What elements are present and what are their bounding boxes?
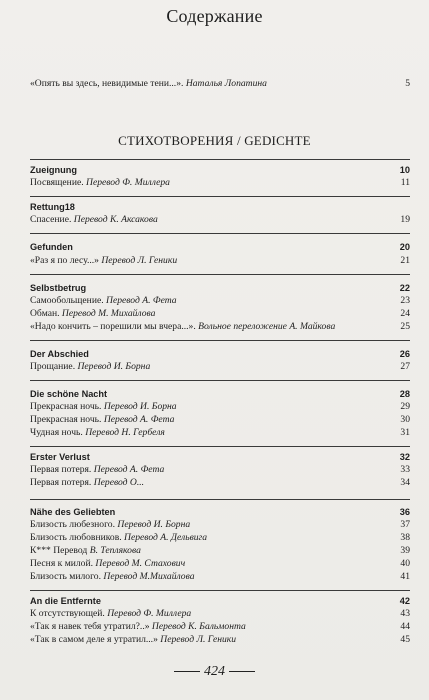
entry-translator: Перевод Л. Геники — [101, 255, 178, 266]
entry-page: 30 — [400, 414, 410, 425]
entry-translator: Перевод И. Борна — [103, 401, 177, 412]
entry-page: 39 — [400, 545, 410, 556]
entry-translator: Перевод М.Михайлова — [103, 571, 195, 582]
entry-page: 24 — [400, 308, 410, 319]
poem-original-title — [30, 348, 410, 360]
translation-entry — [30, 464, 410, 476]
entry-title: Selbstbetrug — [30, 283, 87, 293]
entry-title: Прекрасная ночь. — [30, 401, 102, 412]
translation-entry — [30, 519, 410, 531]
entry-title: Прощание. — [30, 361, 76, 372]
group-divider — [30, 590, 410, 591]
translation-entry — [30, 308, 410, 320]
entry-translator: Перевод А. Фета — [106, 295, 177, 306]
entry-translator: Перевод Л. Геники — [160, 634, 237, 645]
entry-title: Близость любезного. — [30, 519, 115, 530]
entry-page: 32 — [399, 452, 410, 462]
entry-title: Самообольщение. — [30, 295, 104, 306]
entry-page: 38 — [400, 532, 410, 543]
entry-page: 42 — [399, 596, 410, 606]
translation-entry — [30, 477, 410, 489]
entry-page: 34 — [400, 477, 410, 488]
entry-title: Спасение. — [30, 214, 72, 225]
entry-translator: Перевод К. Бальмонта — [151, 621, 246, 632]
entry-title: Чудная ночь. — [30, 427, 83, 438]
translation-entry — [30, 545, 410, 557]
entry-title: «Раз я по лесу...» — [30, 255, 99, 266]
poem-original-title — [30, 241, 410, 253]
entry-title: An die Entfernte — [30, 596, 101, 606]
translation-entry — [30, 401, 410, 413]
page-title: Содержание — [166, 6, 263, 26]
entry-page: 45 — [400, 634, 410, 645]
translation-entry — [30, 361, 410, 373]
page-number-value: 424 — [204, 664, 225, 679]
entry-title: «Надо кончить – порешили мы вчера...». — [30, 321, 196, 332]
entry-page: 44 — [400, 621, 410, 632]
intro-translator: Наталья Лопатина — [185, 78, 267, 89]
intro-entry — [30, 78, 410, 90]
page-number — [0, 664, 429, 680]
translation-entry — [30, 255, 410, 267]
translation-entry — [30, 634, 410, 646]
entry-translator: Перевод А. Фета — [103, 414, 175, 425]
entry-title: Посвящение. — [30, 177, 84, 188]
group-divider — [30, 233, 410, 234]
entry-title: Песня к милой. — [30, 558, 94, 569]
entry-translator: Перевод К. Аксакова — [73, 214, 158, 225]
entry-translator: Перевод О... — [93, 477, 145, 488]
entry-title: Обман. — [30, 308, 60, 319]
poem-original-title — [30, 506, 410, 518]
entry-title: Близость милого. — [30, 571, 101, 582]
entry-page: 29 — [400, 401, 410, 412]
entry-translator: Вольное переложение А. Майкова — [198, 321, 336, 332]
entry-title: Gefunden — [30, 242, 73, 252]
entry-translator: Перевод А. Дельвига — [124, 532, 208, 543]
entry-title: «Так в самом деле я утратил...» — [30, 634, 158, 645]
translation-entry — [30, 621, 410, 633]
dash-left — [174, 671, 200, 672]
entry-page: 27 — [400, 361, 410, 372]
poem-original-title — [30, 451, 410, 463]
entry-title: К*** Перевод — [30, 545, 88, 556]
group-divider — [30, 499, 410, 500]
entry-page: 33 — [400, 464, 410, 475]
entry-translator: В. Теплякова — [89, 545, 141, 556]
entry-page: 36 — [399, 507, 410, 517]
translation-entry — [30, 608, 410, 620]
translation-entry — [30, 532, 410, 544]
entry-page: 28 — [399, 389, 410, 399]
intro-text: «Опять вы здесь, невидимые тени...». — [30, 78, 184, 89]
entry-page: 37 — [400, 519, 410, 530]
entry-page: 31 — [400, 427, 410, 438]
entry-page: 21 — [400, 255, 410, 266]
entry-translator: Перевод А. Фета — [93, 464, 165, 475]
entry-page: 40 — [400, 558, 410, 569]
poem-original-title — [30, 388, 410, 400]
group-divider — [30, 340, 410, 341]
entry-translator: Перевод М. Михайлова — [61, 308, 156, 319]
poem-original-title — [30, 201, 410, 213]
entry-page: 23 — [400, 295, 410, 306]
translation-entry — [30, 295, 410, 307]
entry-translator: Перевод Н. Гербеля — [85, 427, 165, 438]
entry-title: Die schöne Nacht — [30, 389, 108, 399]
translation-entry — [30, 321, 410, 333]
entry-translator: Перевод Ф. Миллера — [86, 177, 170, 188]
intro-page: 5 — [405, 78, 410, 89]
entry-title: «Так я навек тебя утратил?..» — [30, 621, 150, 632]
entry-page: 11 — [400, 177, 410, 188]
entry-translator: Перевод И. Борна — [117, 519, 191, 530]
entry-translator: Перевод Ф. Миллера — [107, 608, 192, 619]
translation-entry — [30, 414, 410, 426]
entry-page: 19 — [400, 214, 410, 225]
translation-entry — [30, 558, 410, 570]
entry-title: Первая потеря. — [30, 477, 92, 488]
entry-title: Rettung18 — [30, 202, 75, 212]
translation-entry — [30, 177, 410, 189]
entry-title: Прекрасная ночь. — [30, 414, 102, 425]
dash-right — [229, 671, 255, 672]
entry-page: 43 — [400, 608, 410, 619]
group-divider — [30, 380, 410, 381]
entry-translator: Перевод И. Борна — [77, 361, 151, 372]
translation-entry — [30, 571, 410, 583]
entry-title: Zueignung — [30, 165, 77, 175]
translation-entry — [30, 214, 410, 226]
entry-page: 25 — [400, 321, 410, 332]
entry-title: Erster Verlust — [30, 452, 90, 462]
section-title: СТИХОТВОРЕНИЯ / GEDICHTE — [118, 133, 311, 148]
poem-original-title — [30, 282, 410, 294]
poem-original-title — [30, 595, 410, 607]
entry-translator: Перевод М. Стахович — [95, 558, 186, 569]
poem-original-title — [30, 164, 410, 176]
entry-page: 26 — [399, 349, 410, 359]
entry-page: 10 — [399, 165, 410, 175]
group-divider — [30, 159, 410, 160]
group-divider — [30, 196, 410, 197]
entry-title: Близость любовников. — [30, 532, 122, 543]
entry-page: 41 — [400, 571, 410, 582]
entry-title: Nähe des Geliebten — [30, 507, 116, 517]
entry-page: 20 — [399, 242, 410, 252]
translation-entry — [30, 427, 410, 439]
entry-title: К отсутствующей. — [30, 608, 105, 619]
entry-title: Der Abschied — [30, 349, 89, 359]
entry-title: Первая потеря. — [30, 464, 92, 475]
group-divider — [30, 274, 410, 275]
group-divider — [30, 446, 410, 447]
entry-page: 22 — [399, 283, 410, 293]
